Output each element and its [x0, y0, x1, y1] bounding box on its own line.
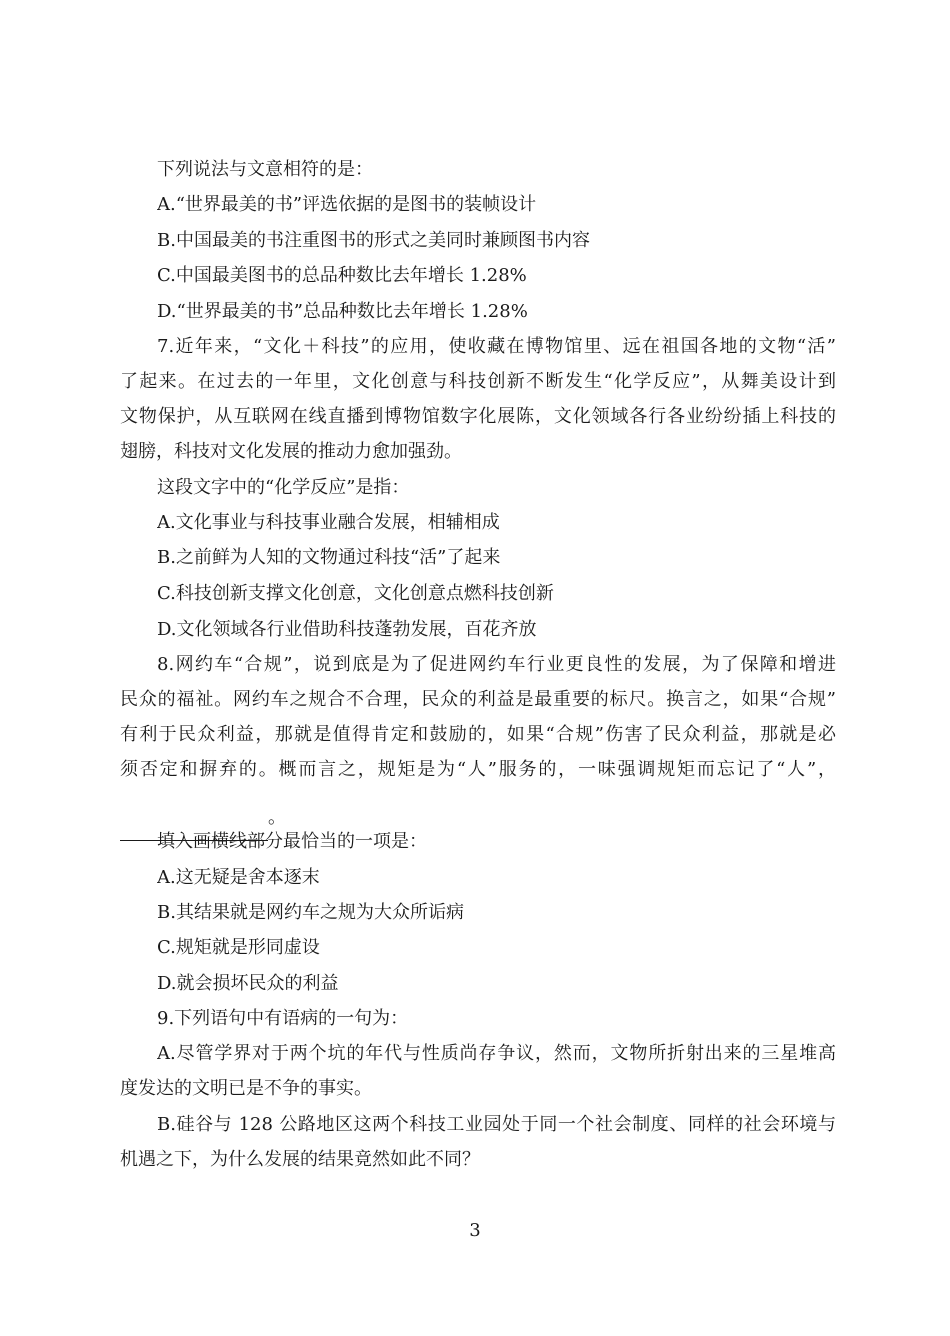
q6-option-c: C.中国最美图书的总品种数比去年增长 1.28%: [157, 265, 527, 286]
q8-prompt: 填入画横线部分最恰当的一项是：: [157, 831, 427, 852]
q9-option-a-line: A.尽管学界对于两个坑的年代与性质尚存争议，然而，文物所折射出来的三星堆高: [157, 1043, 836, 1064]
q6-option-b: B.中国最美的书注重图书的形式之美同时兼顾图书内容: [157, 230, 590, 251]
q7-prompt: 这段文字中的“化学反应”是指：: [157, 477, 410, 498]
q8-passage-line: 8.网约车“合规”，说到底是为了促进网约车行业更良性的发展，为了保障和增进: [157, 654, 836, 675]
q6-option-a: A.“世界最美的书”评选依据的是图书的装帧设计: [157, 194, 537, 215]
q8-option-c: C.规矩就是形同虚设: [157, 937, 320, 958]
q8-option-a: A.这无疑是舍本逐末: [157, 867, 320, 888]
q8-passage-line: 须否定和摒弃的。概而言之，规矩是为“人”服务的，一味强调规矩而忘记了“人”，: [120, 759, 836, 780]
q9-option-b-line: 机遇之下，为什么发展的结果竟然如此不同？: [120, 1149, 480, 1170]
q8-option-d: D.就会损坏民众的利益: [157, 973, 339, 994]
q6-prompt: 下列说法与文意相符的是：: [157, 159, 373, 180]
q7-passage-line: 了起来。在过去的一年里，文化创意与科技创新不断发生“化学反应”，从舞美设计到: [120, 371, 836, 392]
q7-passage-line: 文物保护，从互联网在线直播到博物馆数字化展陈，文化领域各行各业纷纷插上科技的: [120, 406, 836, 427]
q9-option-a-line: 度发达的文明已是不争的事实。: [120, 1078, 372, 1099]
q8-passage-line: 有利于民众利益，那就是值得肯定和鼓励的，如果“合规”伤害了民众利益，那就是必: [120, 724, 836, 745]
q6-option-d: D.“世界最美的书”总品种数比去年增长 1.28%: [157, 301, 528, 322]
q8-option-b: B.其结果就是网约车之规为大众所诟病: [157, 902, 464, 923]
blank-period: 。: [268, 807, 286, 828]
q7-option-b: B.之前鲜为人知的文物通过科技“活”了起来: [157, 547, 501, 568]
q7-passage-line: 翅膀，科技对文化发展的推动力愈加强劲。: [120, 441, 462, 462]
q8-passage-line: 民众的福祉。网约车之规合不合理，民众的利益是最重要的标尺。换言之，如果“合规”: [120, 689, 836, 710]
q7-option-c: C.科技创新支撑文化创意，文化创意点燃科技创新: [157, 583, 554, 604]
q7-passage-line: 7.近年来，“文化＋科技”的应用，使收藏在博物馆里、远在祖国各地的文物“活”: [157, 336, 836, 357]
q9-prompt: 9.下列语句中有语病的一句为：: [157, 1008, 409, 1029]
q9-option-b-line: B.硅谷与 128 公路地区这两个科技工业园处于同一个社会制度、同样的社会环境与: [157, 1114, 836, 1135]
q7-option-d: D.文化领域各行业借助科技蓬勃发展，百花齐放: [157, 619, 537, 640]
page-number: 3: [469, 1220, 481, 1241]
q7-option-a: A.文化事业与科技事业融合发展，相辅相成: [157, 512, 500, 533]
